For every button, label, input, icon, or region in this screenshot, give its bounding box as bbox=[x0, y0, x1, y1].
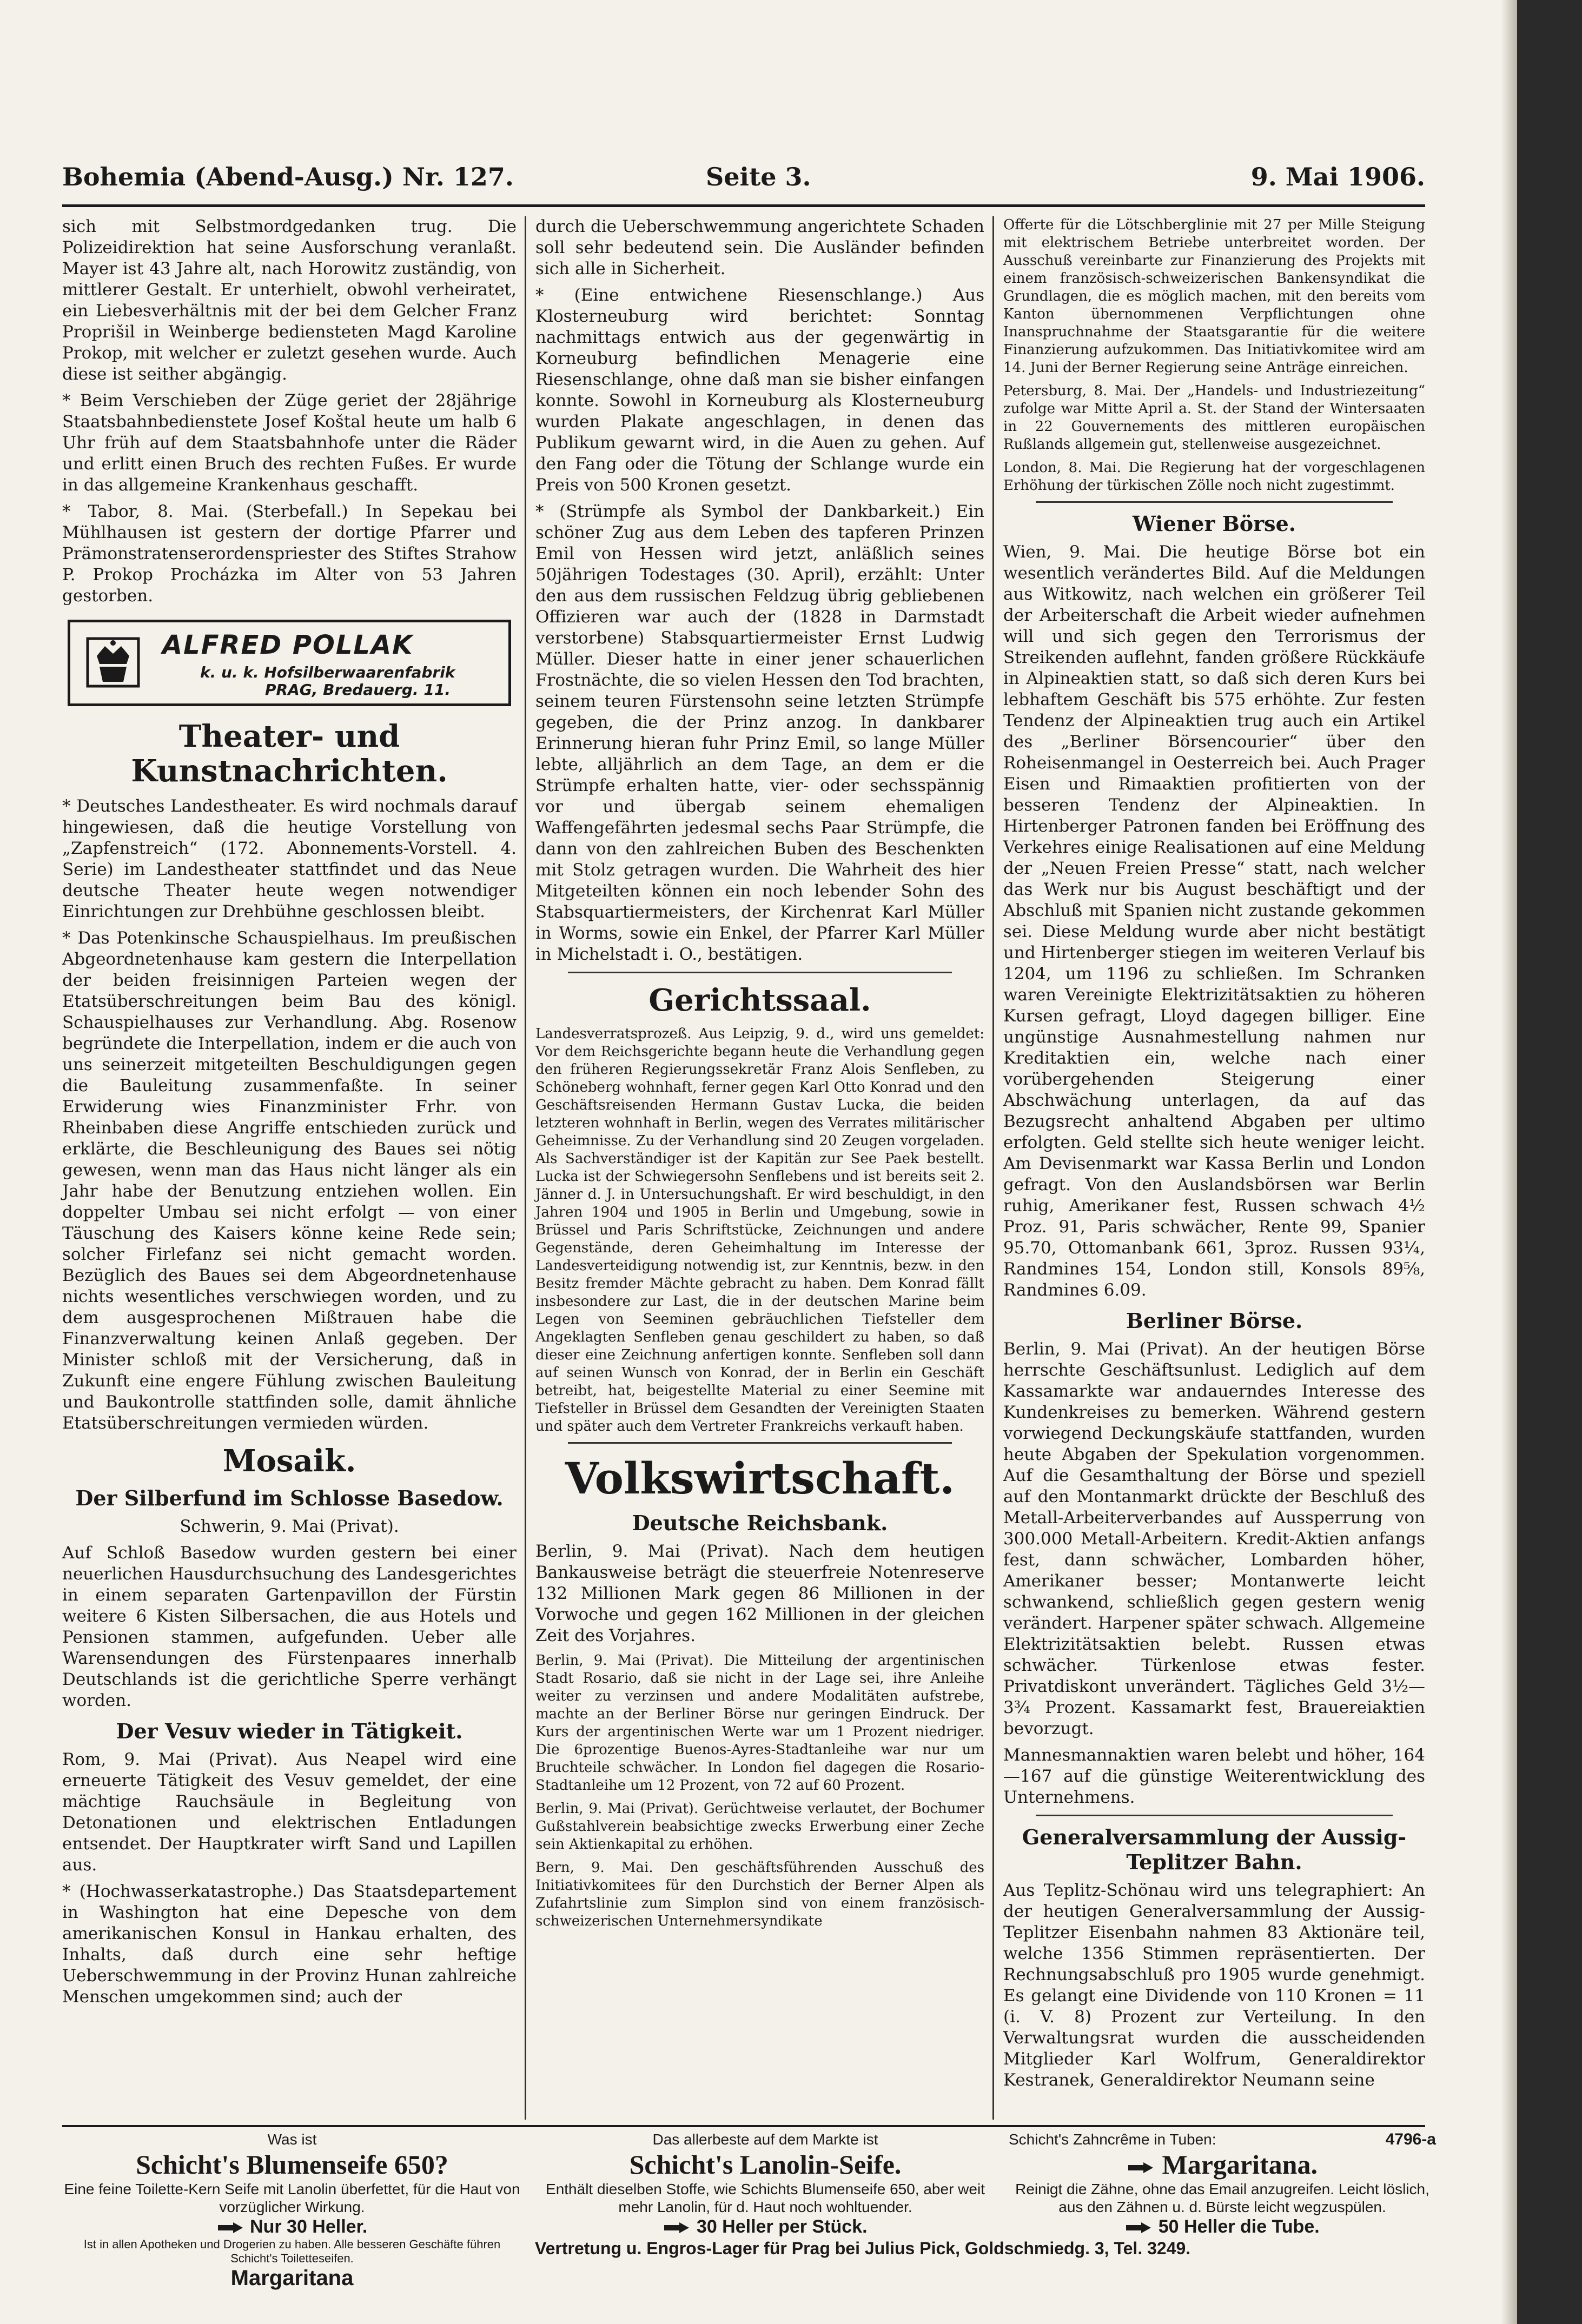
pointing-hand-icon bbox=[1125, 2221, 1153, 2235]
column-1 bbox=[62, 216, 517, 2120]
section-rule bbox=[1036, 501, 1393, 503]
page-number: Seite 3. bbox=[706, 162, 811, 191]
ad-question: Was ist bbox=[267, 2131, 317, 2148]
paragraph: Offerte für die Lötschberglinie mit 27 per Mille Steigung mit elektrischem Betriebe unterbreitet worden. Der Ausschuß vereinbarte zur Finanzierung des Projekts mit einem französisch-schweizerischen Bankensyndikat die Grundlagen, die es möglich machen, mit den bereits vom Kanton übernommenen Verpflichtungen ohne Inanspruchnahme der Staatsgarantie für die weitere Finanzierung aufzukommen. Das Initiativkomitee wird am 14. Juni der Berner Regierung seine Anträge einreichen. bbox=[1003, 217, 1425, 376]
section-title-volkswirtschaft: Volkswirtschaft. bbox=[565, 1453, 955, 1504]
paragraph: Berlin, 9. Mai (Privat). Gerüchtweise verlautet, der Bochumer Gußstahlverein beabsichtige zwecks Erwerbung einer Zeche sein Aktienkapital zu erhöhen. bbox=[535, 1801, 984, 1852]
ad-price-line bbox=[62, 2216, 522, 2237]
ad-question: Das allerbeste auf dem Markte ist bbox=[652, 2131, 878, 2148]
paragraph: Mannesmannaktien waren belebt und höher, 164—167 auf die günstige Weiterentwicklung des Unternehmens. bbox=[1003, 1745, 1425, 1807]
paragraph: * Beim Verschieben der Züge geriet der 28jährige Staatsbahnbedienstete Josef Koštal heute um halb 6 Uhr früh auf dem Staatsbahnhofe unter die Räder und erlitt einen Bruch des rechten Fußes. Er wurde in das allgemeine Krankenhaus geschafft. bbox=[62, 391, 517, 495]
footer-rule bbox=[62, 2125, 1425, 2127]
ad-description: Eine feine Toilette-Kern Seife mit Lanolin überfettet, für die Haut von vorzüglicher Wirkung. bbox=[64, 2181, 520, 2215]
dateline: Schwerin, 9. Mai (Privat). bbox=[180, 1517, 399, 1536]
ad-reference-number: 4796-a bbox=[1385, 2130, 1436, 2148]
column-divider bbox=[525, 216, 526, 2120]
ad-price: Nur 30 Heller. bbox=[250, 2216, 368, 2237]
paragraph: Bern, 9. Mai. Den geschäftsführenden Ausschuß des Initiativkomitees für den Durchstich der Berner Alpen als Zufahrtslinie zum Simplon sind von einem französisch-schweizerischen Unternehmersyndikate bbox=[535, 1860, 984, 1929]
section-rule bbox=[568, 972, 952, 973]
paragraph: * Das Potenkinsche Schauspielhaus. Im preußischen Abgeordnetenhause kam gestern die Interpellation der beiden freisinnigen Parteien wegen der Etatsüberschreitungen beim Bau des königl. Schauspielhauses zur Verhandlung. Abg. Rosenow begründete die Interpellation, indem er die auch von uns seinerzeit mitgeteilten Beschuldigungen gegen die Bauleitung zusammenfaßte. In seiner Erwiderung wies Finanzminister Frhr. von Rheinbaben diese Angriffe entschieden zurück und erklärte, die Beschleunigung des Baues sei nötig gewesen, wenn man das Haus nicht länger als ein Jahr habe der Benutzung entziehen wollen. Ein doppelter Umbau sei nicht erfolgt — von einer Täuschung des Kaisers könne keine Rede sein; solcher Firlefanz sei nicht gemacht worden. Bezüglich des Baues sei dem Abgeordnetenhause nichts wesentliches verschwiegen worden, und zu dem ausgesprochenen Mißtrauen habe die Finanzverwaltung keinen Anlaß gegeben. Der Minister schloß mit der Versicherung, daß in Zukunft eine engere Fühlung zwischen Bauleitung und Baukontrolle stattfinden solle, damit ähnliche Etatsüberschreitungen vermieden würden. bbox=[62, 928, 517, 1433]
ad-blumenseife bbox=[62, 2130, 522, 2290]
section-rule bbox=[568, 1442, 952, 1444]
section-title-gerichtssaal: Gerichtssaal. bbox=[648, 982, 871, 1018]
ad-retailers: Ist in allen Apotheken und Drogerien zu haben. Alle besseren Geschäfte führen Schicht's Toiletteseifen. bbox=[83, 2237, 501, 2265]
paragraph: sich mit Selbstmordgedanken trug. Die Polizeidirektion hat seine Ausforschung veranlaßt. Mayer ist 43 Jahre alt, nach Horowitz zuständig, von mittlerer Gestalt. Er unterhielt, obwohl verheiratet, ein Liebesverhältnis mit der bei dem Gelcher Franz Proprišil in Weinberge bediensteten Magd Karoline Prokop, mit welcher er zuletzt gesehen wurde. Auch diese ist seither abgängig. bbox=[62, 217, 517, 384]
ad-zahncreme bbox=[1009, 2130, 1436, 2271]
ad-question: Schicht's Zahncrême in Tuben: bbox=[1009, 2131, 1216, 2148]
section-title-mosaik: Mosaik. bbox=[222, 1443, 356, 1479]
paragraph: Landesverratsprozeß. Aus Leipzig, 9. d., wird uns gemeldet: Vor dem Reichsgerichte begann heute die Verhandlung gegen den früheren Regierungssekretär Franz Alois Senfleben, zu Schöneberg wohnhaft, ferner gegen Karl Otto Konrad und den Geschäftsreisenden Hermann Gustav Lucka, die beiden letzteren wohnhaft in Berlin, wegen des Verrates militärischer Geheimnisse. Zu der Verhandlung sind 20 Zeugen vorgeladen. Als Sachverständiger ist der Kapitän zur See Paek bestellt. Lucka ist der Schwiegersohn Senflebens und ist bereits seit 2. Jänner d. J. in Untersuchungshaft. Er wird beschuldigt, in den Jahren 1904 und 1905 in Berlin und Umgebung, sowie in Brüssel und Paris Schriftstücke, Zeichnungen und andere Gegenstände, deren Geheimhaltung im Interesse der Landesverteidigung notwendig ist, zur Kenntnis, bezw. in den Besitz fremder Mächte gebracht zu haben. Dem Konrad fällt insbesondere zur Last, die in der deutschen Marine beim Legen von Seeminen gebräuchlichen Tiefsteller dem Angeklagten Senfleben genau geschildert zu haben, so daß dieser eine Zeichnung anfertigen konnte. Senfleben soll dann auf seinen Wunsch von Konrad, der in Berlin ein Geschäft betreibt, hat, beigestellte Material zu einer Seemine mit Tiefsteller in Brüssel dem Gesandten der Vereinigten Staaten und später auch dem Vertreter Frankreichs verkauft haben. bbox=[535, 1026, 984, 1435]
paragraph: * (Hochwasserkatastrophe.) Das Staatsdepartement in Washington hat eine Depesche von dem amerikanischen Konsul in Hankau erhalten, des Inhalts, daß durch eine sehr heftige Ueberschwemmung in der Provinz Hunan zahlreiche Menschen umgekommen sind; auch der bbox=[62, 1882, 517, 2007]
ad-company-address: PRAG, Bredauerg. 11. bbox=[265, 681, 451, 699]
section-title-berliner-boerse: Berliner Börse. bbox=[1126, 1309, 1303, 1333]
ad-brand-line bbox=[1009, 2149, 1436, 2180]
paragraph: Petersburg, 8. Mai. Der „Handels- und Industriezeitung“ zufolge war Mitte April a. St. der Stand der Wintersaaten in 22 Gouvernements des mittleren europäischen Rußlands allgemein gut, stellenweise ausgezeichnet. bbox=[1003, 383, 1425, 453]
ad-brand: Schicht's Blumenseife 650? bbox=[136, 2149, 448, 2180]
ad-agent: Vertretung u. Engros-Lager für Prag bei Julius Pick, Goldschmiedg. 3, Tel. 3249. bbox=[535, 2239, 1191, 2258]
ad-price-line bbox=[533, 2216, 998, 2237]
masthead-title: Bohemia (Abend-Ausg.) Nr. 127. bbox=[62, 162, 514, 191]
binding-shadow bbox=[1501, 0, 1517, 2324]
ad-price: 30 Heller per Stück. bbox=[696, 2216, 868, 2237]
paragraph: Rom, 9. Mai (Privat). Aus Neapel wird eine erneuerte Tätigkeit des Vesuv gemeldet, der eine mächtige Rauchsäule in Begleitung von Detonationen und elektrischen Entladungen entsendet. Der Hauptkrater wirft Sand und Lapillen aus. bbox=[62, 1750, 517, 1875]
ad-brand: Margaritana. bbox=[1162, 2149, 1318, 2180]
section-title-wiener-boerse: Wiener Börse. bbox=[1133, 512, 1296, 536]
paragraph: Wien, 9. Mai. Die heutige Börse bot ein wesentlich verändertes Bild. Auf die Meldungen aus Witkowitz, nach welchen ein größerer Teil der Arbeiterschaft die Arbeit wieder aufnehmen will und sich gegen den Terrorismus der Streikenden auflehnt, fanden größere Rückkäufe in Alpineaktien statt, so daß sich deren Kurs bei lebhaftem Geschäft bis 575 erhöhte. Zur festen Tendenz der Alpineaktien trug auch ein Artikel des „Berliner Börsencourier“ über den Roheisenmangel in Oesterreich bei. Auch Prager Eisen und Rimaaktien profitierten von der besseren Tendenz der Alpineaktien. In Hirtenberger Patronen fanden bei Eröffnung des Verkehres einige Realisationen auf eine Meldung der „Neuen Freien Presse“ statt, nach welcher das Werk nur bis August beschäftigt und der Abschluß mit Spanien nicht zustande gekommen sei. Diese Meldung wurde aber nicht bestätigt und Hirtenberger stiegen im weiteren Verlauf bis 1204, um 1196 zu schließen. Im Schranken waren Vereinigte Elektrizitätsaktien zu höheren Kursen gefragt, Lloyd dagegen billiger. Eine ungünstige Ausnahmestellung nahmen nur Kreditaktien ein, welche nach einer vorübergehenden Steigerung einer Abschwächung unterlagen, da auf das Bezugsrecht anhaltend Abgaben per ultimo erfolgten. Geld stellte sich heute weniger leicht. Am Devisenmarkt war Kassa Berlin und London gefragt. Von den Auslandsbörsen war Berlin ruhig, Amerikaner fest, Russen schwach 4½ Proz. 91, Paris schwächer, Rente 99, Spanier 95.70, Ottomanbank 661, 3proz. Russen 93¼, Randmines 154, London still, Konsols 89⅝, Randmines 6.09. bbox=[1003, 542, 1425, 1300]
section-rule bbox=[1036, 1815, 1393, 1816]
page-header bbox=[62, 162, 1425, 200]
paragraph: Auf Schloß Basedow wurden gestern bei einer neuerlichen Hausdurchsuchung des Landesgerichtes in einem separaten Gartenpavillon der Fürstin weitere 6 Kisten Silbersachen, die aus Hotels und Pensionen stammen, aufgefunden. Ueber alle Warensendungen des Fürstenpaares innerhalb Deutschlands ist die gerichtliche Sperre verhängt worden. bbox=[62, 1543, 517, 1710]
footer-advertisements bbox=[62, 2130, 1436, 2290]
section-title-theater: Theater- und Kunstnachrichten. bbox=[131, 719, 448, 789]
paragraph: * (Strümpfe als Symbol der Dankbarkeit.) Ein schöner Zug aus dem Leben des tapferen Prinzen Emil von Hessen wird jetzt, anläßlich seines 50jährigen Todestages (30. April), erzählt: Unter den aus dem russischen Feldzug übrig gebliebenen Offizieren war auch der (1828 in Darmstadt verstorbene) Stabsquartiermeister Ernst Ludwig Müller. Dieser hatte in einer jener schauerlichen Frostnächte, die so vielen Hessen den Tod brachten, seinem teuren Fürstensohn seine letzten Strümpfe gegeben, die der Prinz anzog. In dankbarer Erinnerung hieran fuhr Prinz Emil, so lange Müller lebte, alljährlich an dem Tage, an dem er die Strümpfe erhalten hatte, vier- oder sechsspännig vor und übergab seinem ehemaligen Waffengefährten jedesmal sechs Paar Strümpfe, die dann von den zahlreichen Buben des Beschenkten mit Stolz getragen wurden. Die Wahrheit des hier Mitgeteilten können ein noch lebender Sohn des Stabsquartiermeisters, der Kirchenrat Karl Müller in Worms, sowie ein Enkel, der Pfarrer Karl Müller in Michelstadt i. O., bestätigen. bbox=[535, 502, 984, 964]
article-title-silberfund: Der Silberfund im Schlosse Basedow. bbox=[75, 1486, 504, 1510]
header-rule bbox=[62, 204, 1425, 207]
crown-emblem-icon bbox=[83, 634, 143, 690]
pointing-hand-icon bbox=[1127, 2161, 1155, 2175]
pointing-hand-icon bbox=[217, 2221, 245, 2235]
paragraph: Berlin, 9. Mai (Privat). Die Mitteilung der argentinischen Stadt Rosario, daß sie nicht in der Lage sei, ihre Anleihe weiter zu verzinsen und andere Modalitäten aufstrebe, machte an der Berliner Börse nur geringen Eindruck. Der Kurs der argentinischen Werte war um 1 Prozent niedriger. Die 6prozentige Buenos-Ayres-Stadtanleihe war nur um Bruchteile schwächer. In London fiel dagegen die Rosario-Stadtanleihe um 12 Prozent, von 72 auf 60 Prozent. bbox=[535, 1652, 984, 1794]
article-title-vesuv: Der Vesuv wieder in Tätigkeit. bbox=[116, 1719, 463, 1743]
column-3 bbox=[1003, 216, 1425, 2120]
book-binding bbox=[1517, 0, 1582, 2324]
ad-brand: Schicht's Lanolin-Seife. bbox=[629, 2149, 902, 2180]
ad-brand-secondary: Margaritana bbox=[230, 2266, 354, 2290]
ad-price-line bbox=[1009, 2216, 1436, 2237]
pointing-hand-icon bbox=[663, 2221, 691, 2235]
ad-description: Reinigt die Zähne, ohne das Email anzugreifen. Leicht löslich, aus den Zähnen u. d. Bürste leicht wegzuspülen. bbox=[1015, 2181, 1429, 2215]
paragraph: Aus Teplitz-Schönau wird uns telegraphiert: An der heutigen Generalversammlung der Aussig-Teplitzer Eisenbahn nahmen 83 Aktionäre teil, welche 1356 Stimmen repräsentierten. Der Rechnungsabschluß pro 1905 wurde genehmigt. Es gelangt eine Dividende von 110 Kronen = 11 (i. V. 8) Prozent zur Verteilung. In den Verwaltungsrat wurden die ausscheidenden Mitglieder Karl Wolfrum, Generaldirektor Kestranek, Generaldirektor Neumann seine bbox=[1003, 1881, 1425, 2090]
paragraph: Berlin, 9. Mai (Privat). An der heutigen Börse herrschte Geschäftsunlust. Lediglich auf dem Kassamarkte war andauerndes Interesse des Kundenkreises zu bemerken. Während gestern vorwiegend Deckungskäufe stattfanden, wurden heute Abgaben der Spekulation vorgenommen. Auf die Gesamthaltung der Börse und speziell auf den Montanmarkt drückte der Beschluß des Metall-Arbeiterverbandes auf Aussperrung von 300.000 Metall-Arbeitern. Kredit-Aktien anfangs fest, dann schwächer, Lombarden höher, Amerikaner besser; Montanwerte leicht schwankend, schließlich gegen gestern wenig verändert. Harpener später schwach. Allgemeine Elektrizitätsaktien belebt. Russen etwas schwächer. Türkenlose etwas fester. Privatdiskont unverändert. Tägliches Geld 3½—3¾ Prozent. Kassamarkt fest, Brauereiaktien bevorzugt. bbox=[1003, 1339, 1425, 1738]
column-2 bbox=[535, 216, 984, 2120]
ad-description: Enthält dieselben Stoffe, wie Schichts Blumenseife 650, aber weit mehr Lanolin, für d. Haut noch wohltuender. bbox=[546, 2181, 985, 2215]
ad-company-description: k. u. k. Hofsilberwaarenfabrik bbox=[200, 663, 455, 681]
paragraph: London, 8. Mai. Die Regierung hat der vorgeschlagenen Erhöhung der türkischen Zölle noch nicht zugestimmt. bbox=[1003, 460, 1425, 494]
ad-company-name: ALFRED POLLAK bbox=[162, 630, 414, 660]
paragraph: Berlin, 9. Mai (Privat). Nach dem heutigen Bankausweise beträgt die steuerfreie Notenreserve 132 Millionen Mark gegen 86 Millionen in der Vorwoche und gegen 162 Millionen in der gleichen Zeit des Vorjahres. bbox=[535, 1542, 984, 1645]
paragraph: * Tabor, 8. Mai. (Sterbefall.) In Sepekau bei Mühlhausen ist gestern der dortige Pfarrer und Prämonstratenserordenspriester des Stiftes Strahow P. Prokop Procházka im Alter von 53 Jahren gestorben. bbox=[62, 502, 517, 606]
issue-date: 9. Mai 1906. bbox=[1250, 162, 1425, 191]
paragraph: * (Eine entwichene Riesenschlange.) Aus Klosterneuburg wird berichtet: Sonntag nachmittags entwich aus der gegenwärtig in Korneuburg befindlichen Menagerie eine Riesenschlange, ohne daß man sie bisher einfangen konnte. Sowohl in Korneuburg als Klosterneuburg wurden Plakate angeschlagen, in denen das Publikum gewarnt wird, in die Auen zu gehen. Auf den Fang oder die Tötung der Schlange wurde ein Preis von 500 Kronen gesetzt. bbox=[535, 285, 984, 495]
article-title-generalversammlung: Generalversammlung der Aussig-Teplitzer Bahn. bbox=[1022, 1825, 1407, 1874]
column-divider bbox=[992, 216, 994, 2120]
paragraph: * Deutsches Landestheater. Es wird nochmals darauf hingewiesen, daß die heutige Vorstellung von „Zapfenstreich“ (172. Abonnements-Vorstell. 4. Serie) im Landestheater stattfindet und das Neue deutsche Theater heute wegen notwendiger Einrichtungen zur Drehbühne geschlossen bleibt. bbox=[62, 796, 517, 921]
advertisement-pollak bbox=[68, 620, 511, 706]
paragraph: durch die Ueberschwemmung angerichtete Schaden soll sehr bedeutend sein. Die Ausländer befinden sich alle in Sicherheit. bbox=[535, 217, 984, 278]
ad-price: 50 Heller die Tube. bbox=[1158, 2216, 1320, 2237]
article-title-reichsbank: Deutsche Reichsbank. bbox=[632, 1511, 888, 1535]
